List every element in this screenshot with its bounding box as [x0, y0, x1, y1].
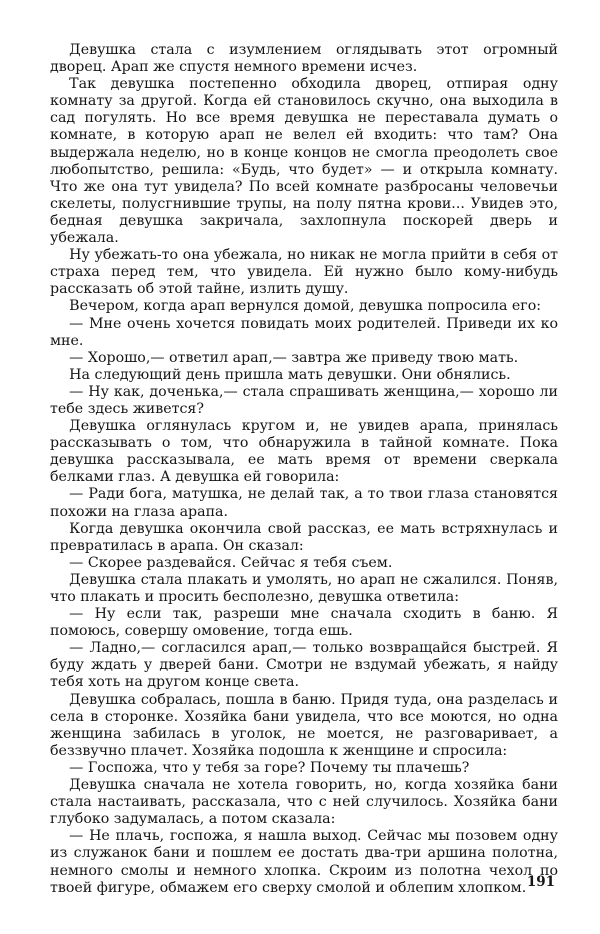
paragraph: — Не плачь, госпожа, я нашла выход. Сейчас мы позовем одну из служанок бани и пошлем ее достать два-три аршина полотна, немного смолы и немного хлопка. Скроим из полотна чехол по твоей фигуре, обмажем его сверху смолой и облепим хлопком.: [50, 828, 558, 896]
paragraph: — Скорее раздевайся. Сейчас я тебя съем.: [69, 554, 393, 571]
paragraph: Девушка собралась, пошла в баню. Придя туда, она разделась и села в сторонке. Хозяйка бани увидела, что все моются, но одна женщина забилась в уголок, не моется, не разговаривает, а беззвучно плачет. Хозяйка подошла к женщине и спросила:: [50, 691, 558, 759]
paragraph: Девушка оглянулась кругом и, не увидев арапа, принялась рассказывать о том, что обнаружила в тайной комнате. Пока девушка рассказывала, ее мать время от времени сверкала белками глаз. А девушка ей говорила:: [50, 418, 558, 486]
paragraph: Ну убежать-то она убежала, но никак не могла прийти в себя от страха перед тем, что увидела. Ей нужно было кому-нибудь рассказать об этой тайне, излить душу.: [50, 247, 558, 298]
paragraph: — Ладно,— согласился арап,— только возвращайся быстрей. Я буду ждать у дверей бани. Смотри не вздумай убежать, я найду тебя хоть на другом конце света.: [50, 640, 558, 691]
paragraph: На следующий день пришла мать девушки. Они обнялись.: [69, 366, 511, 383]
paragraph: — Ну если так, разреши мне сначала сходить в баню. Я помоюсь, совершу омовение, тогда ешь.: [50, 606, 558, 640]
paragraph: Вечером, когда арап вернулся домой, девушка попросила его:: [69, 298, 542, 315]
paragraph: Девушка стала с изумлением оглядывать этот огромный дворец. Арап же спустя немного времени исчез.: [50, 42, 558, 76]
paragraph: — Госпожа, что у тебя за горе? Почему ты плачешь?: [69, 759, 470, 776]
paragraph: — Мне очень хочется повидать моих родителей. Приведи их ко мне.: [50, 315, 558, 349]
page-text-column: [50, 42, 558, 897]
paragraph: Когда девушка окончила свой рассказ, ее мать встряхнулась и превратилась в арапа. Он сказал:: [50, 520, 558, 554]
paragraph: Девушка сначала не хотела говорить, но, когда хозяйка бани стала настаивать, рассказала, что с ней случилось. Хозяйка бани глубоко задумалась, а потом сказала:: [50, 777, 558, 828]
paragraph: — Ну как, доченька,— стала спрашивать женщина,— хорошо ли тебе здесь живется?: [50, 383, 558, 417]
paragraph: — Ради бога, матушка, не делай так, а то твои глаза становятся похожи на глаза арапа.: [50, 486, 558, 520]
page-number: 191: [526, 874, 555, 890]
paragraph: Девушка стала плакать и умолять, но арап не сжалился. Поняв, что плакать и просить бесполезно, девушка ответила:: [50, 571, 558, 605]
paragraph: Так девушка постепенно обходила дворец, отпирая одну комнату за другой. Когда ей становилось скучно, она выходила в сад погулять. Но все время девушка не переставала думать о комнате, в которую арап не велел ей входить: что там? Она выдержала неделю, но в конце концов не смогла преодолеть свое любопытство, решила: «Будь, что будет» — и открыла комнату. Что же она тут увидела? По всей комнате разбросаны человечьи скелеты, полусгнившие трупы, на полу пятна крови... Увидев это, бедная девушка закричала, захлопнула поскорей дверь и убежала.: [50, 76, 558, 247]
paragraph: — Хорошо,— ответил арап,— завтра же приведу твою мать.: [69, 349, 519, 366]
